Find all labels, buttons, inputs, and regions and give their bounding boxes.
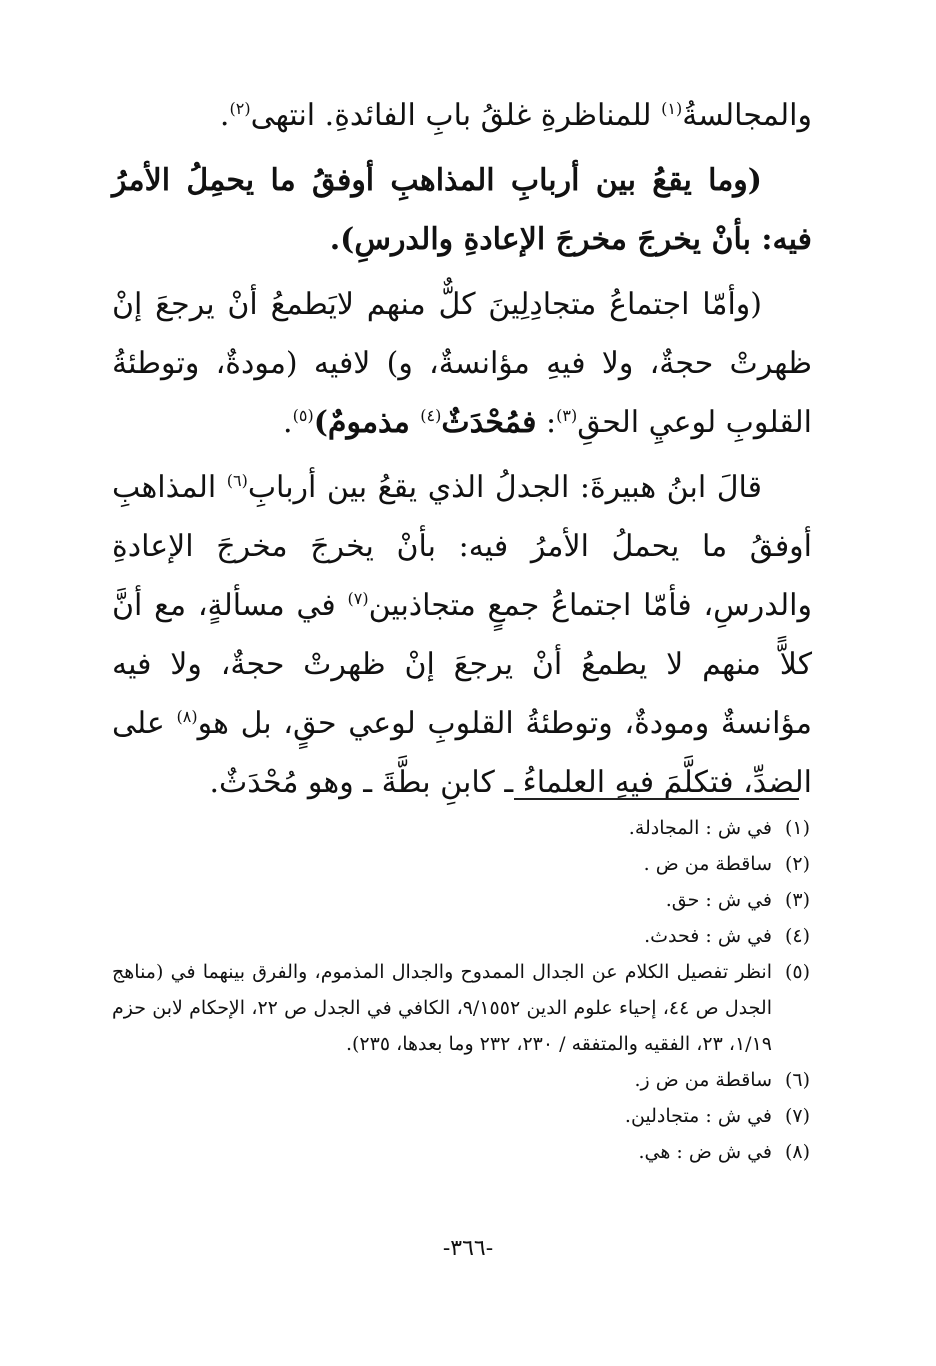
footnote-separator [514,798,799,800]
footnote-1: (١) في ش : المجادلة. [628,817,810,839]
paragraph-2: (وما يقعُ بين أربابِ المذاهبِ أوفقُ ما يحمِلُ الأمرُ فيه: بأنْ يخرجَ مخرجَ الإعادةِ والدرسِ). [112,163,812,257]
footnote-ref-4: (٤) [420,406,442,425]
footnote-8: (٨) في ش ض : هي. [638,1141,810,1163]
footnote-ref-5: (٥) [292,406,314,425]
footnote-5: (٥) انظر تفصيل الكلام عن الجدال الممدوح والجدال المذموم، والفرق بينهما في (مناهج الجدل ص ٤٤، إحياء علوم الدين ٩/١٥٥٢، الكافي في الجدل ص ٢٢، الإحكام لابن حزم ١/١٩، ٢٣، الفقيه والمتفقه / ٢٣٠، ٢٣٢ وما بعدها، ٢٣٥). [112,961,810,1055]
footnote-2: (٢) ساقطة من ض . [643,853,810,875]
footnote-ref-6: (٦) [226,471,248,490]
footnote-4: (٤) في ش : فحدث. [644,925,810,947]
footnote-ref-8: (٨) [176,707,198,726]
footnote-ref-2: (٢) [229,99,251,118]
footnote-7: (٧) في ش : متجادلين. [624,1105,810,1127]
footnote-ref-7: (٧) [347,589,369,608]
paragraph-1: والمجالسةُ$^{(١)}$ للمناظرةِ غلقُ بابِ الفائدةِ. انتهى$^{(٢)}$. [219,98,812,133]
footnote-ref-3: (٣) [556,406,578,425]
page-number: -٣٦٦- [442,1236,494,1261]
footnote-3: (٣) في ش : حق. [665,889,810,911]
footnotes [112,810,810,1170]
footnote-6: (٦) ساقطة من ض ز. [634,1069,810,1091]
footnote-ref-1: (١) [661,99,683,118]
main-text [112,86,812,812]
paragraph-4: قالَ ابنُ هبيرةَ: الجدلُ الذي يقعُ بين أربابِ$^{(٦)}$ المذاهبِ أوفقُ ما يحملُ الأمرُ فيه: بأنْ يخرجَ مخرجَ الإعادةِ والدرسِ، فأمّا اجتماعُ جمعٍ متجاذبين$^{(٧)}$ في مسألةٍ، مع أنَّ كلاًّ منهم لا يطمعُ أنْ يرجعَ إنْ ظهرتْ حجةٌ، ولا فيه مؤانسةٌ ومودةٌ، وتوطئةُ القلوبِ لوعي حقٍ، بل هو$^{(٨)}$ على الضدِّ، فتكلَّمَ فيهِ العلماءُ ـ كابنِ بطَّةَ ـ وهو مُحْدَثٌ. [112,470,812,800]
paragraph-3: (وأمّا اجتماعُ متجادِلِينَ كلٌّ منهم لايَطمعُ أنْ يرجعَ إنْ ظهرتْ حجةٌ، ولا فيهِ مؤانسةٌ، و) لافيه (مودةٌ، وتوطئةُ القلوبِ لوعيِ الحقِ$^{(٣)}$: فمُحْدَثٌ$^{(٤)}$ مذمومٌ)$^{(٥)}$. [112,287,812,440]
